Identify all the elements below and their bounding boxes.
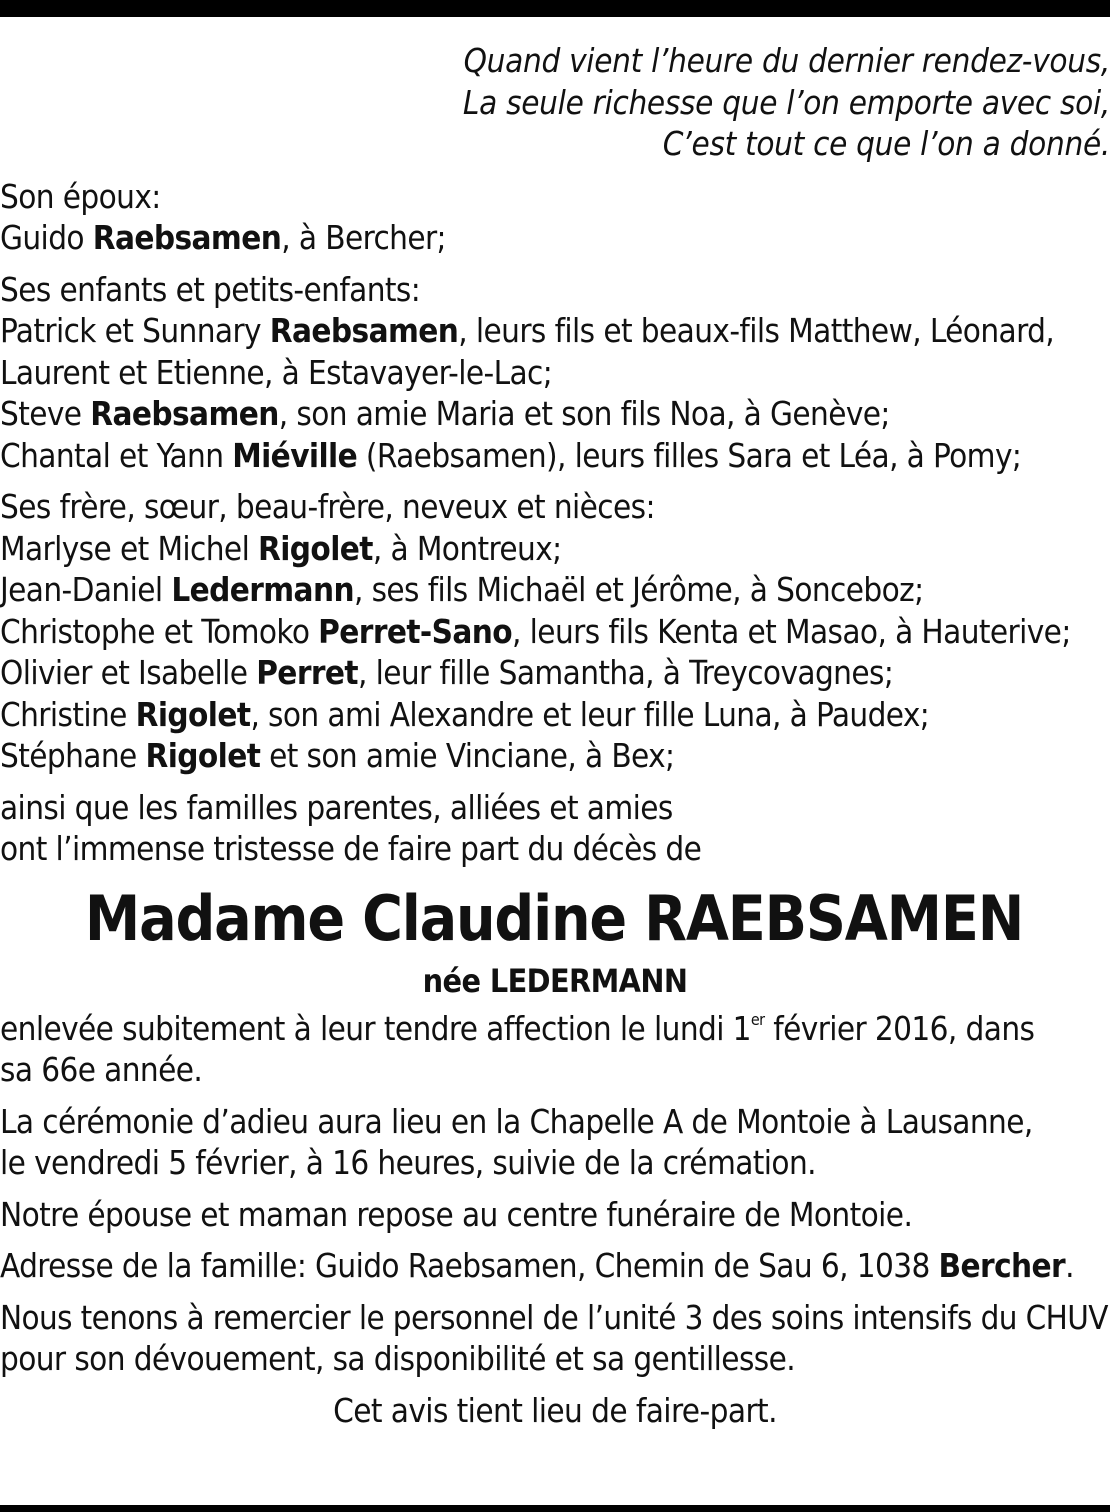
address-line xyxy=(0,1245,1108,1287)
closing-line: Cet avis tient lieu de faire-part. xyxy=(333,1390,777,1430)
sibling-entry xyxy=(0,735,1108,777)
first-names: Chantal et Yann xyxy=(0,435,233,475)
entry-details: , à Bercher; xyxy=(281,218,446,257)
maiden-name: née LEDERMANN xyxy=(422,961,688,1000)
rest-place-section xyxy=(0,1194,1110,1236)
first-names: Guido xyxy=(0,218,93,257)
spouse-heading: Son époux: xyxy=(0,176,161,216)
sibling-entry xyxy=(0,569,1108,611)
children-entry-cont: Laurent et Etienne, à Estavayer-le-Lac; xyxy=(0,352,553,392)
sibling-entry xyxy=(0,611,1108,653)
sibling-entry xyxy=(0,694,1108,736)
entry-details: , leurs fils Kenta et Masao, à Hauterive; xyxy=(512,611,1071,651)
families-line: ont l’immense tristesse de faire part du décès de xyxy=(0,829,702,868)
death-section xyxy=(0,1008,1110,1091)
children-heading: Ses enfants et petits-enfants: xyxy=(0,269,421,309)
entry-details: , son amie Maria et son fils Noa, à Genève; xyxy=(278,394,890,433)
obituary-notice xyxy=(0,40,1110,1431)
siblings-section xyxy=(0,486,1110,777)
poem-line: Quand vient l’heure du dernier rendez-vous, xyxy=(463,41,1110,80)
thanks-line: pour son dévouement, sa disponibilité et sa gentillesse. xyxy=(0,1339,796,1378)
first-names: Christine xyxy=(0,694,136,734)
entry-details: , à Montreux; xyxy=(372,528,562,568)
surname: Raebsamen xyxy=(92,218,282,257)
death-line xyxy=(0,1008,1108,1050)
rest-place-line: Notre épouse et maman repose au centre funéraire de Montoie. xyxy=(0,1194,913,1234)
sibling-entry xyxy=(0,652,1108,694)
surname: Rigolet xyxy=(258,528,373,568)
death-line: sa 66e année. xyxy=(0,1050,203,1089)
children-section xyxy=(0,269,1110,477)
ceremony-line: La cérémonie d’adieu aura lieu en la Chapelle A de Montoie à Lausanne, xyxy=(0,1101,1033,1141)
thanks-section xyxy=(0,1297,1110,1380)
children-entry xyxy=(0,435,1108,477)
ceremony-section xyxy=(0,1101,1110,1184)
poem xyxy=(0,40,1110,165)
entry-details: (Raebsamen), leurs filles Sara et Léa, à Pomy; xyxy=(357,435,1022,475)
first-names: Stéphane xyxy=(0,736,146,775)
children-entry xyxy=(0,310,1108,352)
children-entry xyxy=(0,393,1108,435)
death-text: enlevée subitement à leur tendre affection le lundi 1 xyxy=(0,1008,751,1048)
surname: Perret-Sano xyxy=(318,611,513,651)
address-end: . xyxy=(1065,1246,1074,1285)
first-names: Steve xyxy=(0,394,91,433)
death-text: février 2016, dans xyxy=(764,1008,1035,1048)
address-text: Adresse de la famille: Guido Raebsamen, Chemin de Sau 6, 1038 xyxy=(0,1246,939,1285)
thanks-line: Nous tenons à remercier le personnel de l’unité 3 des soins intensifs du CHUV xyxy=(0,1297,1108,1337)
top-rule xyxy=(0,0,1110,17)
first-names: Christophe et Tomoko xyxy=(0,611,319,651)
entry-details: , leur fille Samantha, à Treycovagnes; xyxy=(357,653,894,692)
families-line: ainsi que les familles parentes, alliées et amies xyxy=(0,787,673,827)
entry-details: , leurs fils et beaux-fils Matthew, Léonard, xyxy=(458,311,1055,350)
first-names: Marlyse et Michel xyxy=(0,528,259,568)
ceremony-line: le vendredi 5 février, à 16 heures, suivie de la crémation. xyxy=(0,1143,816,1182)
spouse-section xyxy=(0,176,1110,259)
entry-details: , son ami Alexandre et leur fille Luna, à Paudex; xyxy=(250,694,930,734)
spouse-entry xyxy=(0,217,1108,259)
surname: Perret xyxy=(256,653,358,692)
poem-line: C’est tout ce que l’on a donné. xyxy=(662,124,1110,163)
sibling-entry xyxy=(0,528,1108,570)
families-section xyxy=(0,787,1110,870)
surname: Ledermann xyxy=(171,570,354,609)
surname: Raebsamen xyxy=(90,394,279,433)
surname: Rigolet xyxy=(135,694,251,734)
surname: Miéville xyxy=(232,435,358,475)
first-names: Olivier et Isabelle xyxy=(0,653,257,692)
surname: Rigolet xyxy=(145,736,261,775)
entry-details: et son amie Vinciane, à Bex; xyxy=(260,736,675,775)
surname: Raebsamen xyxy=(269,311,459,350)
deceased-name: Madame Claudine RAEBSAMEN xyxy=(84,881,1024,955)
address-town: Bercher xyxy=(938,1246,1066,1285)
bottom-rule xyxy=(0,1505,1110,1512)
first-names: Jean-Daniel xyxy=(0,570,172,609)
address-section xyxy=(0,1245,1110,1287)
ordinal-suffix: er xyxy=(750,1009,765,1029)
siblings-heading: Ses frère, sœur, beau-frère, neveux et nièces: xyxy=(0,487,655,526)
entry-details: , ses fils Michaël et Jérôme, à Sonceboz; xyxy=(353,570,924,609)
poem-line: La seule richesse que l’on emporte avec soi, xyxy=(462,82,1110,122)
first-names: Patrick et Sunnary xyxy=(0,311,270,350)
